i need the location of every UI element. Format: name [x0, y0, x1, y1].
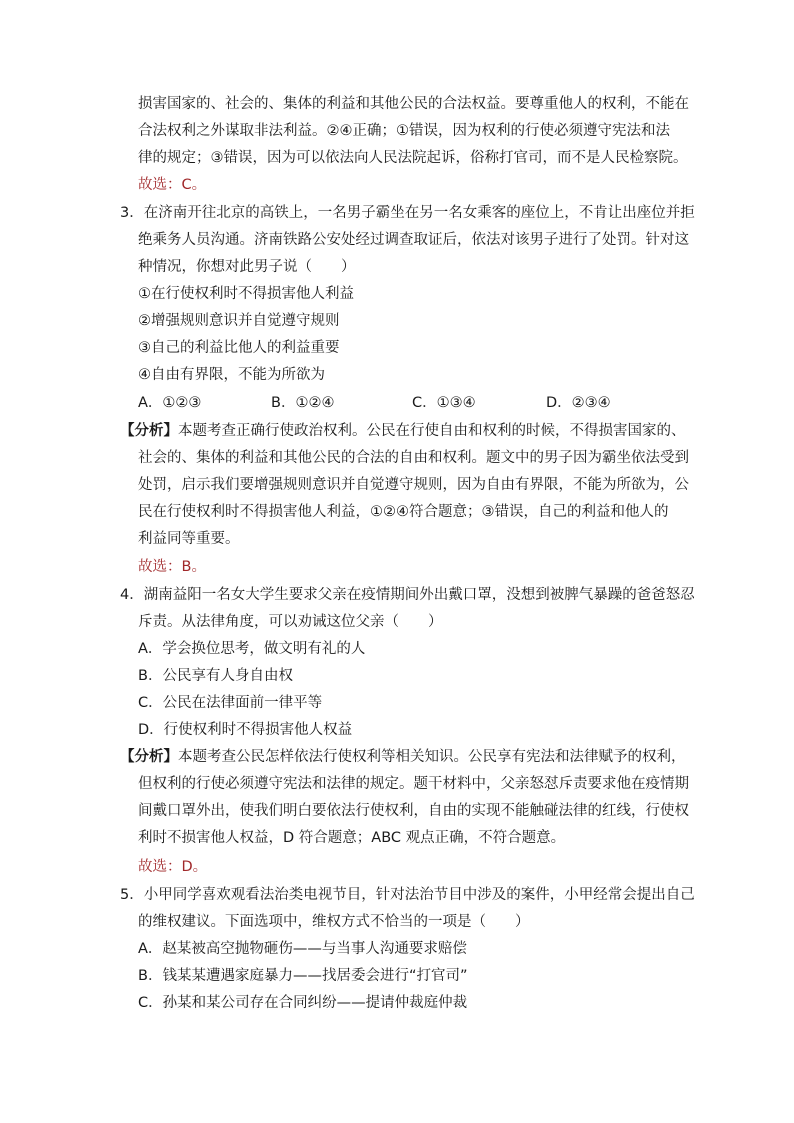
option-a: A．赵某被高空抛物砸伤——与当事人沟通要求赔偿 — [138, 941, 467, 957]
option-a: A．①②③ — [138, 395, 202, 411]
question-4-stem: 斥责。从法律角度，可以劝诫这位父亲（ ） — [138, 614, 443, 630]
question-number: 3． — [120, 205, 144, 221]
prev-analysis-line: 损害国家的、社会的、集体的利益和其他公民的合法权益。要尊重他人的权利，不能在 — [138, 96, 689, 112]
option-b: B．①②④ — [271, 395, 335, 411]
question-number: 5． — [120, 887, 144, 903]
question-number: 4． — [120, 587, 144, 603]
statement: ③自己的利益比他人的利益重要 — [138, 340, 340, 356]
analysis-line: 社会的、集体的利益和其他公民的合法的自由和权利。题文中的男子因为霸坐依法受到 — [138, 450, 689, 466]
analysis-tag: 【分析】 — [120, 749, 178, 765]
analysis-line: 民在行使权利时不得损害他人利益，①②④符合题意；③错误，自己的利益和他人的 — [138, 504, 669, 520]
question-3-stem: 绝乘务人员沟通。济南铁路公安处经过调查取证后，依法对该男子进行了处罚。针对这 — [138, 232, 689, 248]
prev-analysis-line: 合法权利之外谋取非法利益。②④正确；①错误，因为权利的行使必须遵守宪法和法 — [138, 123, 670, 139]
option-b: B．公民享有人身自由权 — [138, 668, 293, 684]
analysis-line: 但权利的行使必须遵守宪法和法律的规定。题干材料中，父亲怒怼斥责要求他在疫情期 — [138, 776, 689, 792]
analysis-line: 利益同等重要。 — [138, 531, 240, 547]
question-5-stem: 5．小甲同学喜欢观看法治类电视节目，针对法治节目中涉及的案件，小甲经常会提出自己 — [120, 887, 695, 903]
statement: ②增强规则意识并自觉遵守规则 — [138, 313, 340, 329]
analysis-line: 利时不损害他人权益，D 符合题意；ABC 观点正确，不符合题意。 — [138, 830, 566, 846]
question-4-analysis: 【分析】本题考查公民怎样依法行使权利等相关知识。公民享有宪法和法律赋予的权利， — [120, 749, 686, 765]
question-3-answer: 故选：B。 — [138, 559, 206, 575]
statement: ①在行使权利时不得损害他人利益 — [138, 286, 354, 302]
question-5-stem: 的维权建议。下面选项中，维权方式不恰当的一项是（ ） — [138, 914, 530, 930]
statement: ④自由有界限，不能为所欲为 — [138, 367, 325, 383]
question-3-stem: 3．在济南开往北京的高铁上，一名男子霸坐在另一名女乘客的座位上，不肯让出座位并拒 — [120, 205, 695, 221]
question-4-stem: 4．湖南益阳一名女大学生要求父亲在疫情期间外出戴口罩，没想到被脾气暴躁的爸爸怒忍 — [120, 587, 695, 603]
prev-answer: 故选：C。 — [138, 177, 207, 193]
option-c: C．公民在法律面前一律平等 — [138, 695, 323, 711]
analysis-line: 间戴口罩外出，使我们明白要依法行使权利，自由的实现不能触碰法律的红线，行使权 — [138, 803, 689, 819]
option-d: D．②③④ — [546, 395, 611, 411]
question-3-stem: 种情况，你想对此男子说（ ） — [138, 259, 356, 275]
option-b: B．钱某某遭遇家庭暴力——找居委会进行“打官司” — [138, 968, 468, 984]
option-c: C．①③④ — [412, 395, 476, 411]
analysis-tag: 【分析】 — [120, 423, 178, 439]
option-d: D．行使权利时不得损害他人权益 — [138, 722, 353, 738]
option-a: A．学会换位思考，做文明有礼的人 — [138, 641, 366, 657]
question-4-answer: 故选：D。 — [138, 859, 208, 875]
option-c: C．孙某和某公司存在合同纠纷——提请仲裁庭仲裁 — [138, 995, 468, 1011]
question-3-analysis: 【分析】本题考查正确行使政治权利。公民在行使自由和权利的时候，不得损害国家的、 — [120, 423, 686, 439]
prev-analysis-line: 律的规定；③错误，因为可以依法向人民法院起诉，俗称打官司，而不是人民检察院。 — [138, 150, 688, 166]
analysis-line: 处罚，启示我们要增强规则意识并自觉遵守规则，因为自由有界限，不能为所欲为，公 — [138, 477, 689, 493]
